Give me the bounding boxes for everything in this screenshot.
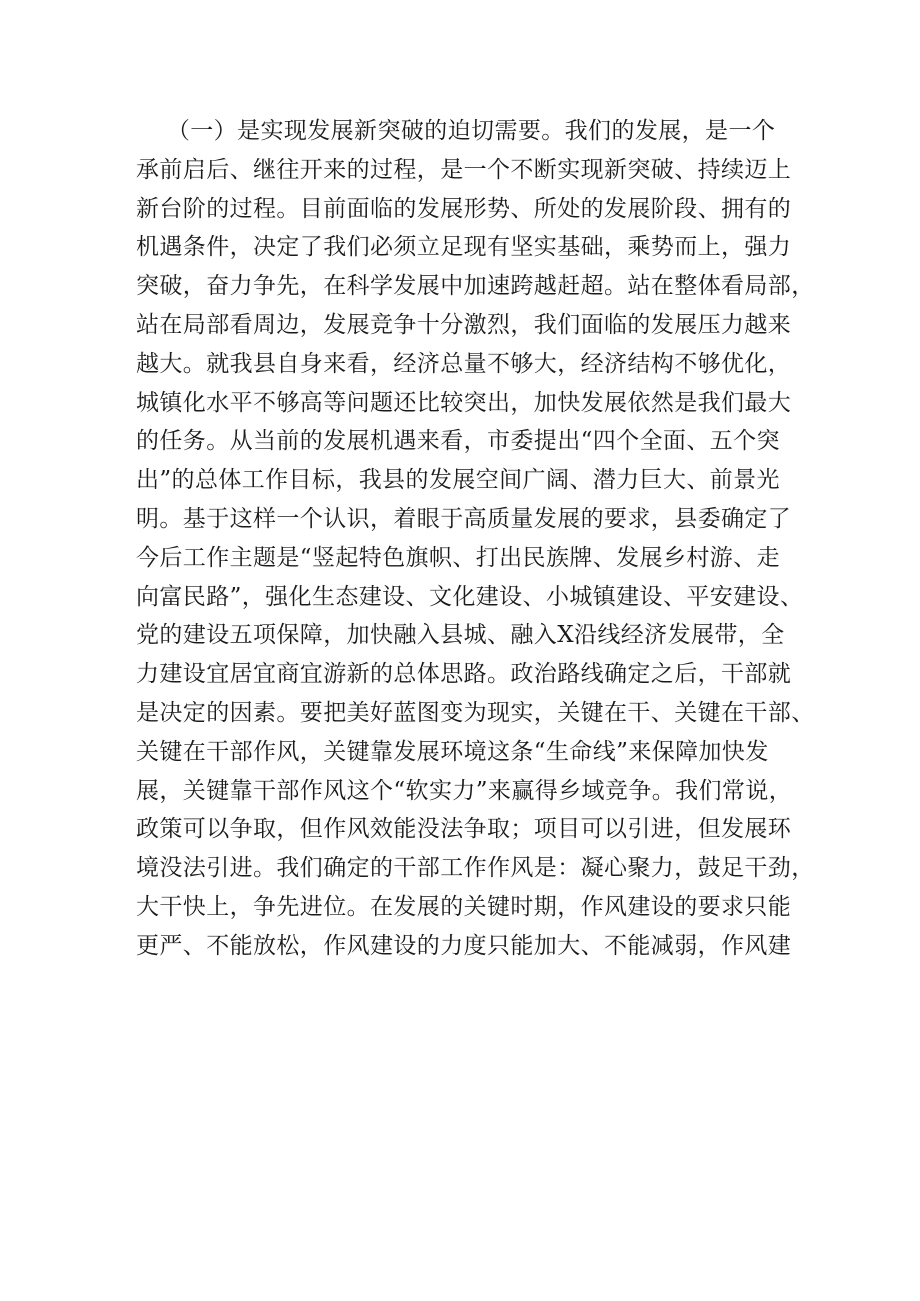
- text-line: 今后工作主题是“竖起特色旗帜、打出民族牌、发展乡村游、走: [136, 544, 780, 571]
- text-line: 承前启后、继往开来的过程，是一个不断实现新突破、持续迈上: [136, 156, 792, 183]
- body-paragraph: [136, 112, 816, 966]
- text-line: 大干快上，争先进位。在发展的关键时期，作风建设的要求只能: [136, 893, 792, 920]
- text-line: 机遇条件，决定了我们必须立足现有坚实基础，乘势而上，强力: [136, 234, 792, 261]
- text-line: 明。基于这样一个认识，着眼于高质量发展的要求，县委确定了: [136, 505, 792, 532]
- text-line: 政策可以争取，但作风效能没法争取；项目可以引进，但发展环: [136, 816, 792, 843]
- text-line: 关键在干部作风，关键靠发展环境这条“生命线”来保障加快发: [136, 738, 769, 765]
- text-line: 更严、不能放松，作风建设的力度只能加大、不能减弱，作风建: [136, 932, 792, 959]
- text-line: 站在局部看周边，发展竞争十分激烈，我们面临的发展压力越来: [136, 311, 792, 338]
- text-line: 境没法引进。我们确定的干部工作作风是：凝心聚力，鼓足干劲，: [136, 855, 815, 882]
- text-line: 力建设宜居宜商宜游新的总体思路。政治路线确定之后，干部就: [136, 661, 792, 688]
- text-line: 新台阶的过程。目前面临的发展形势、所处的发展阶段、拥有的: [136, 195, 792, 222]
- text-line: 突破，奋力争先，在科学发展中加速跨越赶超。站在整体看局部，: [136, 273, 815, 300]
- text-line: 向富民路”，强化生态建设、文化建设、小城镇建设、平安建设、: [136, 583, 804, 610]
- text-line: 城镇化水平不够高等问题还比较突出，加快发展依然是我们最大: [136, 389, 792, 416]
- text-line: 的任务。从当前的发展机遇来看，市委提出“四个全面、五个突: [136, 428, 780, 455]
- text-line: 越大。就我县自身来看，经济总量不够大，经济结构不够优化，: [136, 350, 792, 377]
- text-line: 党的建设五项保障，加快融入县城、融入X沿线经济发展带，全: [136, 622, 785, 649]
- text-line: 展，关键靠干部作风这个“软实力”来赢得乡域竞争。我们常说，: [136, 777, 793, 804]
- text-line: （一）是实现发展新突破的迫切需要。我们的发展，是一个: [136, 118, 776, 144]
- text-line: 出”的总体工作目标，我县的发展空间广阔、潜力巨大、前景光: [136, 467, 780, 494]
- text-line: 是决定的因素。要把美好蓝图变为现实，关键在干、关键在干部、: [136, 699, 815, 726]
